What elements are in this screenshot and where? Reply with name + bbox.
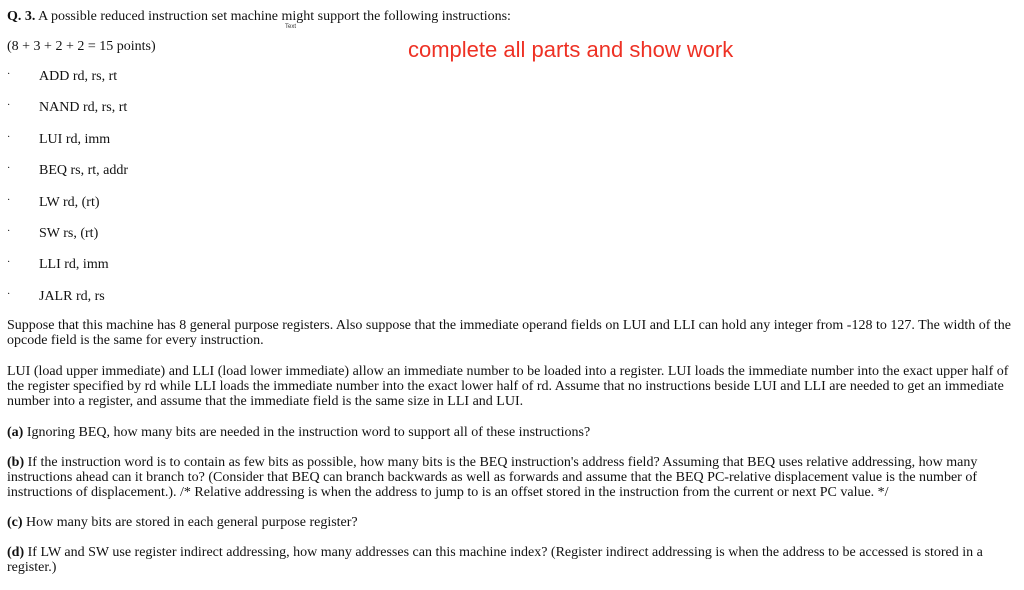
points-breakdown: (8 + 3 + 2 + 2 = 15 points) [7, 39, 156, 54]
part-d [7, 545, 1019, 575]
part-text: If the instruction word is to contain as few bits as possible, how many bits is the BEQ instruction's address field? Assuming that BEQ uses relative addressing, how many instructions ahead can it branch to? (Consider that BEQ can branch backwards as well as forwards and assume that the BEQ PC-relative displacement value is the number of instructions of displacement.). /* Relative addressing is when the address to jump to is an offset stored in the instruction from the current or next PC value. */ [7, 455, 978, 500]
part-c [7, 515, 1019, 530]
paragraph-registers: Suppose that this machine has 8 general purpose registers. Also suppose that the immediate operand fields on LUI and LLI can hold any integer from -128 to 127. The width of the opcode field is the same for every instruction. [7, 318, 1012, 348]
part-text: Ignoring BEQ, how many bits are needed in the instruction word to support all of these instructions? [26, 425, 591, 440]
instruction-text: NAND rd, rs, rt [39, 100, 128, 115]
question-intro: A possible reduced instruction set machine might support the following instructions: [38, 9, 511, 24]
part-text: How many bits are stored in each general purpose register? [26, 515, 358, 530]
part-label: (c) [7, 515, 23, 530]
overlay-text-label: Text [285, 24, 297, 30]
part-a [7, 425, 1019, 440]
question-heading [7, 9, 511, 25]
part-text: If LW and SW use register indirect addressing, how many addresses can this machine index? (Register indirect addressing is when the address to be accessed is stored in a register.) [7, 545, 983, 575]
handwritten-annotation: complete all parts and show work [408, 37, 734, 62]
question-label: Q. 3. [7, 9, 36, 24]
bullet: · [7, 132, 11, 143]
instruction-text: LLI rd, imm [39, 257, 109, 272]
bullet: · [7, 100, 11, 111]
bullet: · [7, 289, 11, 300]
part-label: (b) [7, 455, 25, 470]
instruction-text: LUI rd, imm [39, 132, 111, 147]
instruction-text: LW rd, (rt) [39, 195, 100, 210]
bullet: · [7, 69, 11, 80]
instruction-text: SW rs, (rt) [39, 226, 99, 241]
bullet: · [7, 195, 11, 206]
bullet: · [7, 226, 11, 237]
instruction-text: ADD rd, rs, rt [39, 69, 118, 84]
part-label: (a) [7, 425, 24, 440]
bullet: · [7, 163, 11, 174]
part-b [7, 455, 1019, 500]
bullet: · [7, 257, 11, 268]
instruction-text: JALR rd, rs [39, 289, 105, 304]
instruction-text: BEQ rs, rt, addr [39, 163, 129, 178]
part-label: (d) [7, 545, 25, 560]
paragraph-lui-lli: LUI (load upper immediate) and LLI (load lower immediate) allow an immediate number to be loaded into a register. LUI loads the immediate number into the exact upper half of the register specified by rd while LLI loads the immediate number into the exact lower half of rd. Assume that no instructions beside LUI and LLI are needed to get an immediate number into a register, and assume that the immediate field is the same size in LLI and LUI. [7, 364, 1009, 409]
